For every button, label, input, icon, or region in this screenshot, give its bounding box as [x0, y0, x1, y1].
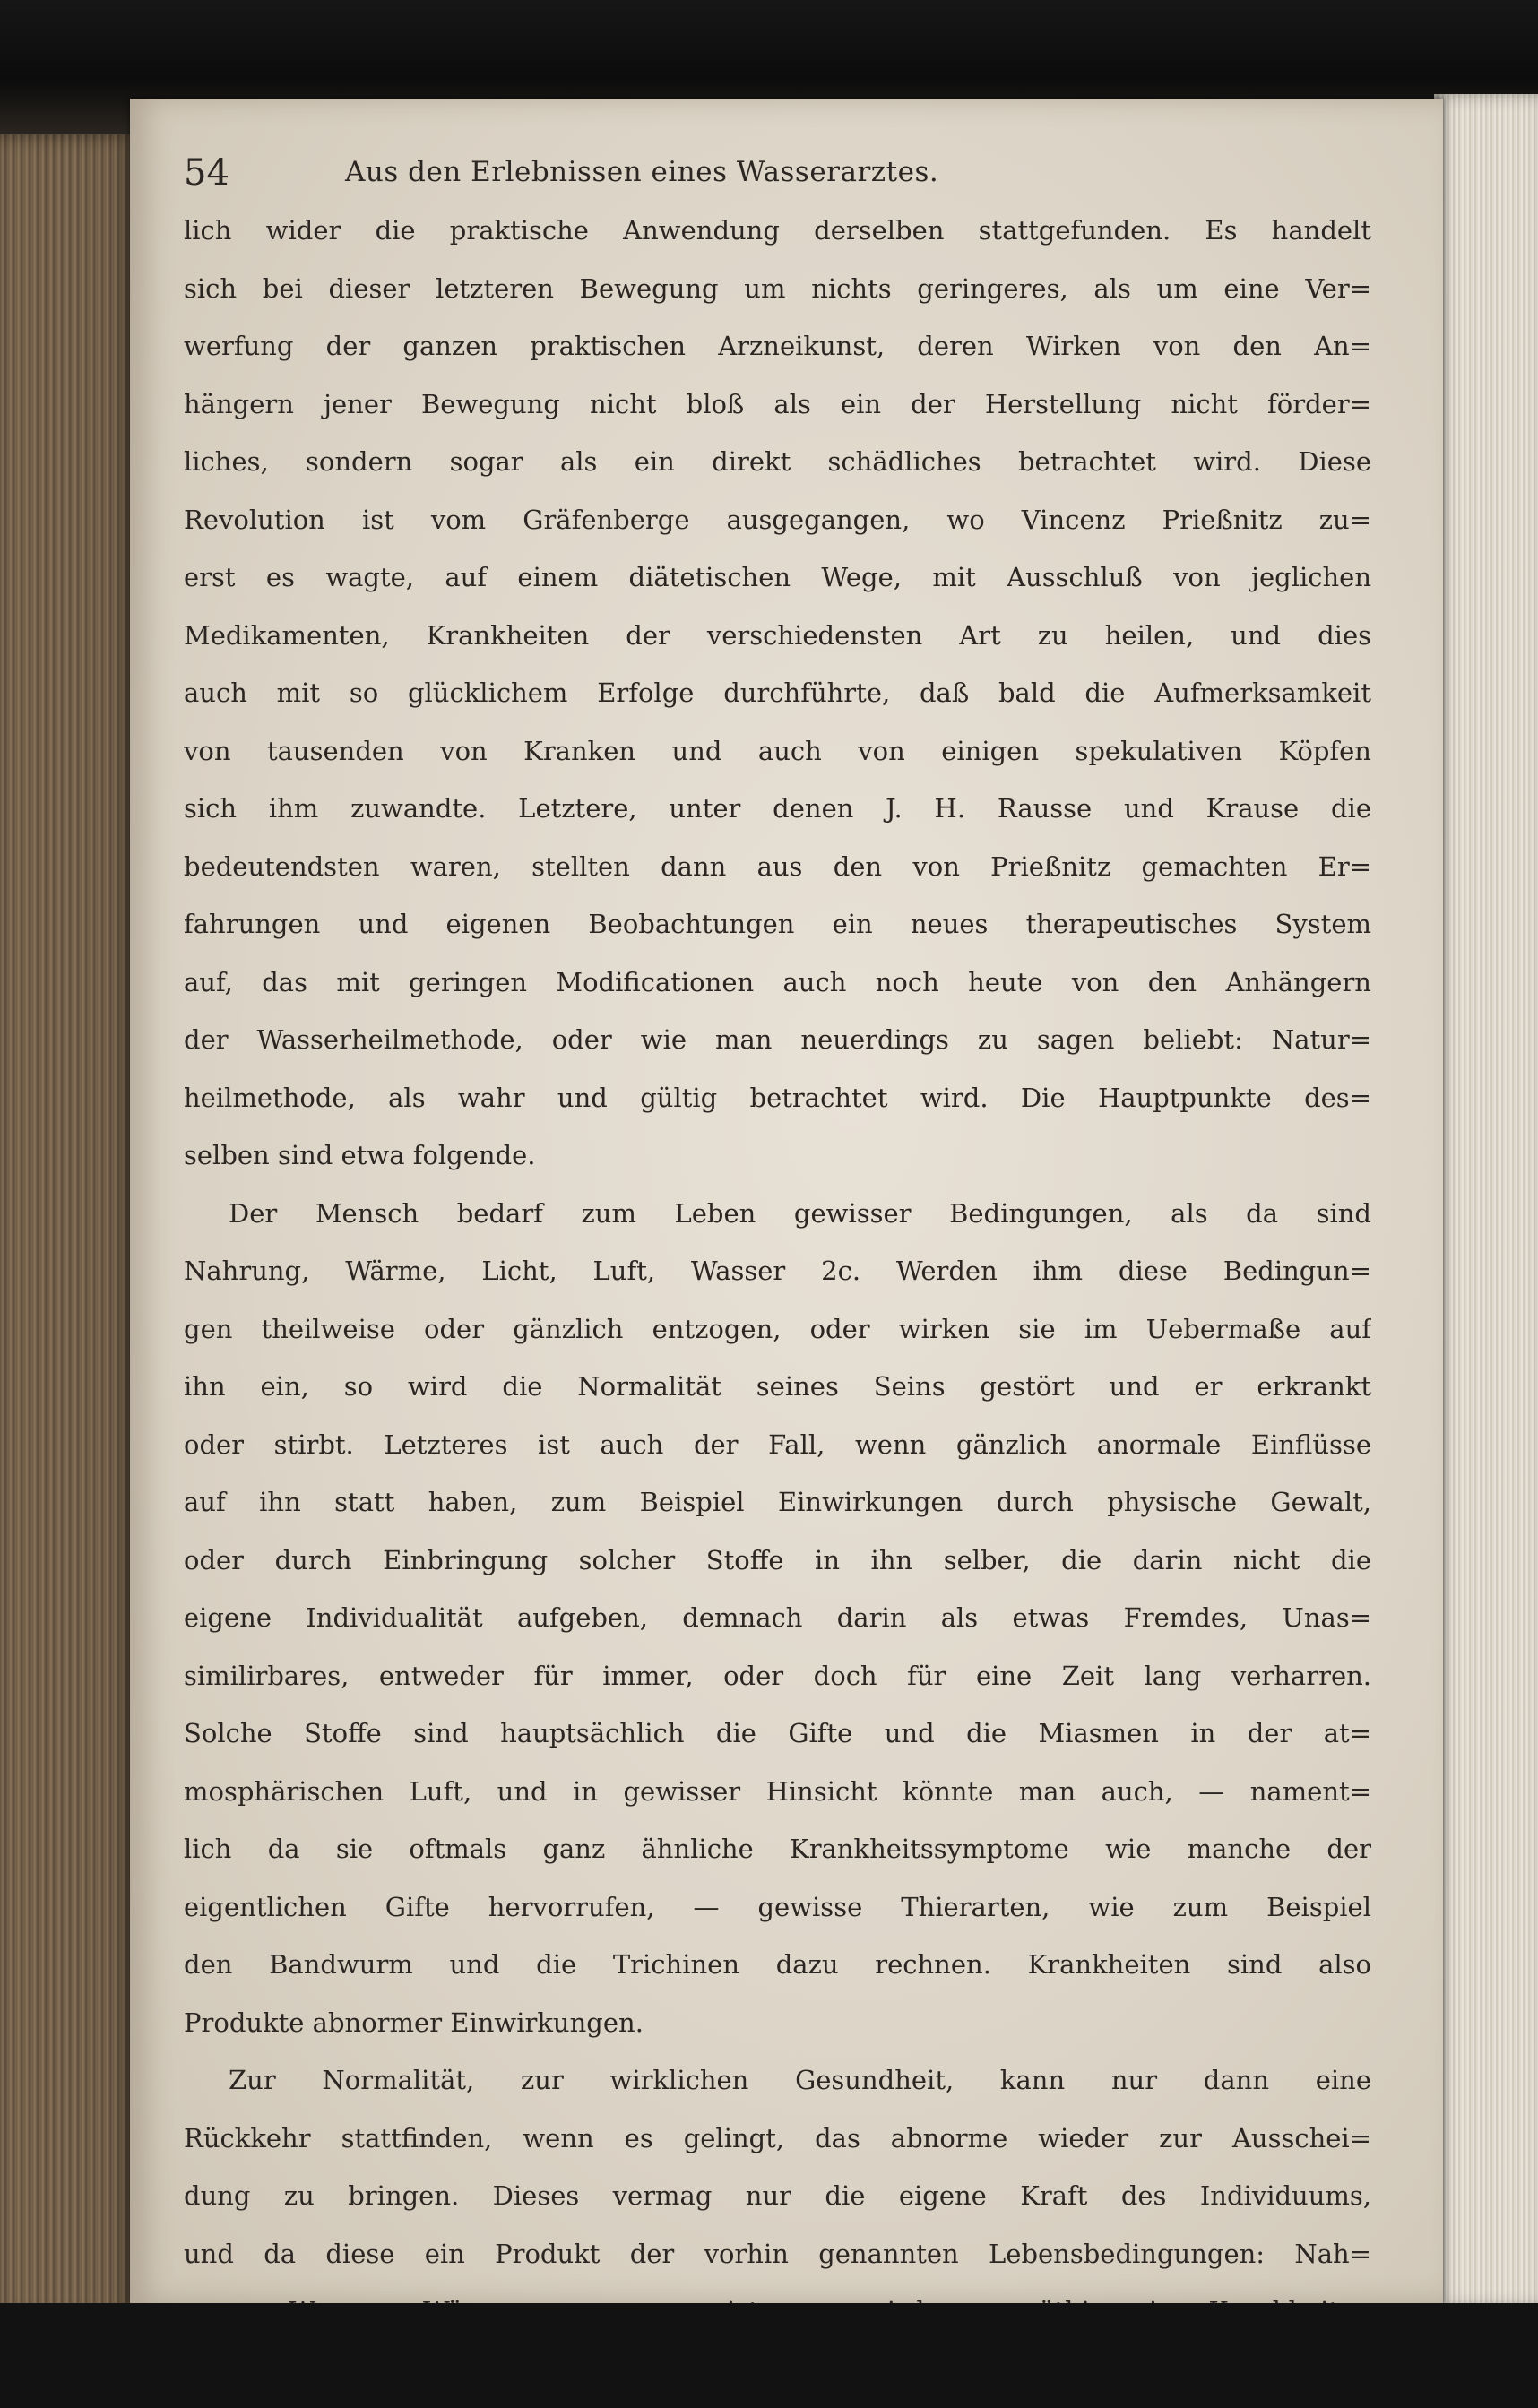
- text-line: oder stirbt. Letzteres ist auch der Fall, wenn gänzlich anormale Einflüsse: [184, 1428, 1371, 1460]
- text-line: dung zu bringen. Dieses vermag nur die eigene Kraft des Individuums,: [184, 2180, 1371, 2211]
- text-line: fahrungen und eigenen Beobachtungen ein neues therapeutisches System: [184, 909, 1371, 939]
- text-line: Zur Normalität, zur wirklichen Gesundheit, kann nur dann eine: [229, 2065, 1371, 2095]
- text-line: gen theilweise oder gänzlich entzogen, oder wirken sie im Uebermaße auf: [184, 1313, 1371, 1344]
- table-surface: [0, 2303, 1538, 2408]
- text-line: und da diese ein Produkt der vorhin genannten Lebensbedingungen: Nah=: [184, 2238, 1371, 2269]
- text-line: auf ihn statt haben, zum Beispiel Einwirkungen durch physische Gewalt,: [184, 1487, 1371, 1517]
- right-page-edges: [1434, 94, 1538, 2308]
- text-line: erst es wagte, auf einem diätetischen Wege, mit Ausschluß von jeglichen: [184, 562, 1371, 592]
- running-head: [184, 152, 1116, 197]
- text-line: bedeutendsten waren, stellten dann aus den von Prießnitz gemachten Er=: [184, 850, 1371, 882]
- text-line: Medikamenten, Krankheiten der verschiedensten Art zu heilen, und dies: [184, 619, 1371, 651]
- text-line: sich bei dieser letzteren Bewegung um nichts geringeres, als um eine Ver=: [184, 272, 1371, 304]
- text-line: ihn ein, so wird die Normalität seines Seins gestört und er erkrankt: [184, 1371, 1371, 1402]
- text-line: Rückkehr stattfinden, wenn es gelingt, das abnorme wieder zur Ausschei=: [184, 2122, 1371, 2153]
- text-line: Der Mensch bedarf zum Leben gewisser Bedingungen, als da sind: [229, 1197, 1371, 1229]
- text-line: auf, das mit geringen Modificationen auch noch heute von den Anhängern: [184, 966, 1371, 997]
- page-number: 54: [184, 152, 229, 194]
- text-line: Produkte abnormer Einwirkungen.: [184, 2007, 644, 2038]
- text-line: auch mit so glücklichem Erfolge durchführte, daß bald die Aufmerksamkeit: [184, 678, 1371, 708]
- text-line: Solche Stoffe sind hauptsächlich die Gifte und die Miasmen in der at=: [184, 1718, 1371, 1748]
- text-line: mosphärischen Luft, und in gewisser Hinsicht könnte man auch, — nament=: [184, 1775, 1371, 1807]
- text-line: eigene Individualität aufgeben, demnach darin als etwas Fremdes, Unas=: [184, 1602, 1371, 1633]
- text-line: heilmethode, als wahr und gültig betrachtet wird. Die Hauptpunkte des=: [184, 1082, 1371, 1113]
- text-line: der Wasserheilmethode, oder wie man neuerdings zu sagen beliebt: Natur=: [184, 1024, 1371, 1055]
- text-line: selben sind etwa folgende.: [184, 1140, 536, 1170]
- body-text: [184, 202, 1371, 2341]
- text-line: den Bandwurm und die Trichinen dazu rechnen. Krankheiten sind also: [184, 1949, 1371, 1980]
- text-line: von tausenden von Kranken und auch von einigen spekulativen Köpfen: [184, 735, 1371, 766]
- text-line: liches, sondern sogar als ein direkt schädliches betrachtet wird. Diese: [184, 446, 1371, 477]
- left-page-edges: [0, 134, 134, 2321]
- running-title: Aus den Erlebnissen eines Wasserarztes.: [345, 156, 939, 188]
- text-line: Nahrung, Wärme, Licht, Luft, Wasser 2c. Werden ihm diese Bedingun=: [184, 1256, 1371, 1286]
- text-line: lich da sie oftmals ganz ähnliche Krankheitssymptome wie manche der: [184, 1834, 1371, 1864]
- text-line: Revolution ist vom Gräfenberge ausgegangen, wo Vincenz Prießnitz zu=: [184, 504, 1371, 535]
- text-line: lich wider die praktische Anwendung derselben stattgefunden. Es handelt: [184, 215, 1371, 246]
- text-line: hängern jener Bewegung nicht bloß als ein der Herstellung nicht förder=: [184, 388, 1371, 419]
- text-line: eigentlichen Gifte hervorrufen, — gewisse Thierarten, wie zum Beispiel: [184, 1891, 1371, 1922]
- text-line: werfung der ganzen praktischen Arzneikunst, deren Wirken von den An=: [184, 331, 1371, 361]
- text-line: similirbares, entweder für immer, oder doch für eine Zeit lang verharren.: [184, 1660, 1371, 1691]
- text-line: oder durch Einbringung solcher Stoffe in ihn selber, die darin nicht die: [184, 1544, 1371, 1575]
- text-line: sich ihm zuwandte. Letztere, unter denen J. H. Rausse und Krause die: [184, 793, 1371, 824]
